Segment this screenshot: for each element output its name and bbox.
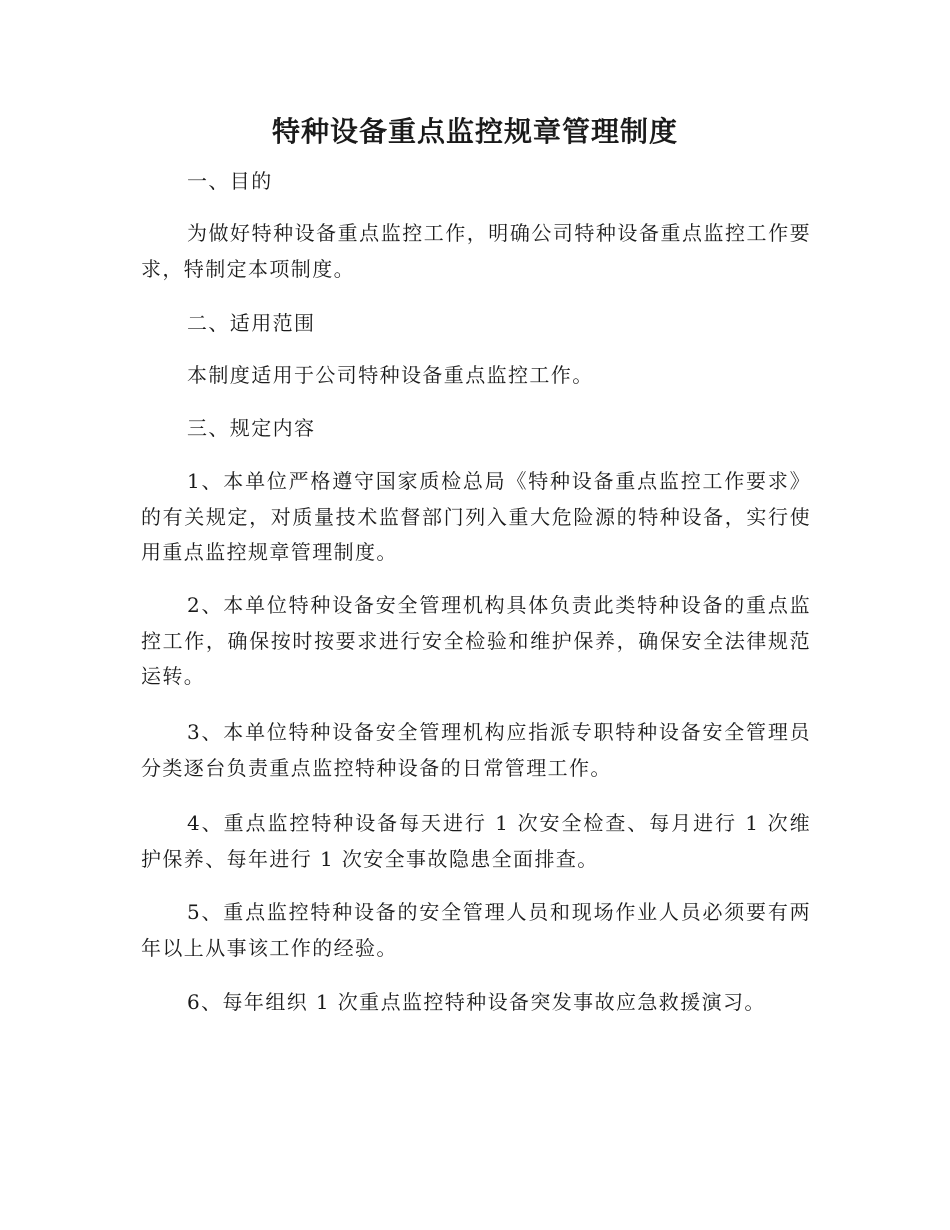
provision-item-6: 6、每年组织 1 次重点监控特种设备突发事故应急救援演习。 (187, 990, 766, 1014)
provision-item-5: 5、重点监控特种设备的安全管理人员和现场作业人员必须要有两年以上从事该工作的经验。 (141, 900, 811, 960)
document-title: 特种设备重点监控规章管理制度 (271, 115, 678, 148)
provision-item-1: 1、本单位严格遵守国家质检总局《特种设备重点监控工作要求》的有关规定，对质量技术监督部门列入重大危险源的特种设备，实行使用重点监控规章管理制度。 (141, 469, 811, 564)
section-heading-scope: 二、适用范围 (187, 311, 316, 335)
section-heading-provisions: 三、规定内容 (187, 416, 316, 440)
paragraph-purpose: 为做好特种设备重点监控工作，明确公司特种设备重点监控工作要求，特制定本项制度。 (141, 221, 811, 281)
provision-item-2: 2、本单位特种设备安全管理机构具体负责此类特种设备的重点监控工作，确保按时按要求进行安全检验和维护保养，确保安全法律规范运转。 (141, 593, 811, 688)
provision-item-3: 3、本单位特种设备安全管理机构应指派专职特种设备安全管理员分类逐台负责重点监控特种设备的日常管理工作。 (141, 720, 811, 780)
paragraph-scope: 本制度适用于公司特种设备重点监控工作。 (187, 363, 594, 387)
provision-item-4: 4、重点监控特种设备每天进行 1 次安全检查、每月进行 1 次维护保养、每年进行 1 次安全事故隐患全面排查。 (141, 811, 811, 871)
section-heading-purpose: 一、目的 (187, 169, 273, 193)
